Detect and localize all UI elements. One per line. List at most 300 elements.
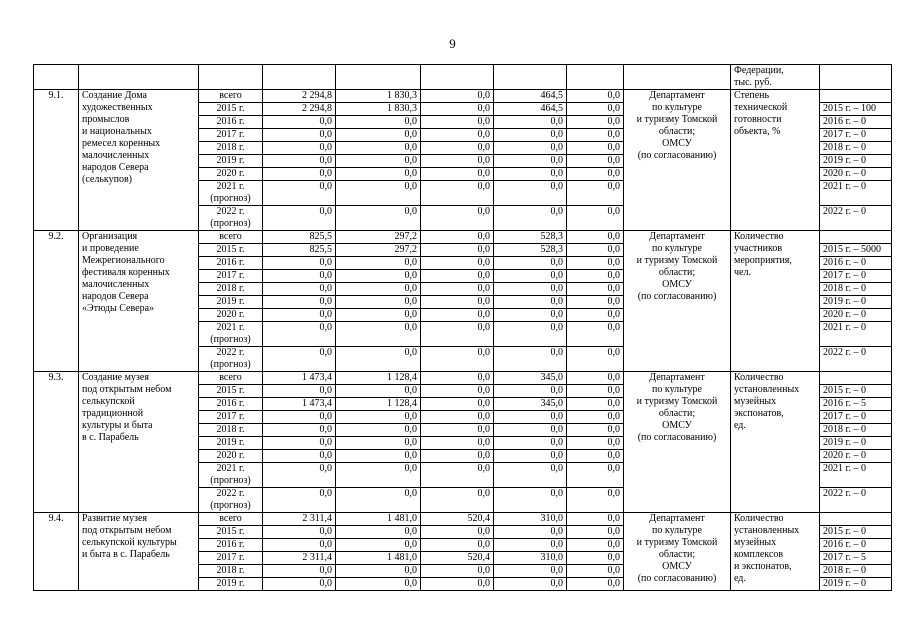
year-label-line: 2021 г. [216, 322, 245, 333]
section-name-line: Создание Дома [82, 90, 147, 101]
extra-budget-cell: 0,0 [567, 347, 624, 372]
target-value: 2016 г. – 0 [820, 539, 892, 552]
local-cell: 464,5 [494, 90, 567, 103]
year-label-line: 2019 г. [216, 437, 245, 448]
department-line: (по согласованию) [637, 291, 717, 302]
federal-cell: 0,0 [336, 309, 421, 322]
year-label [199, 347, 263, 372]
total-cell: 0,0 [263, 385, 336, 398]
federal-cell: 0,0 [336, 270, 421, 283]
federal-cell: 1 128,4 [336, 398, 421, 411]
federal-cell: 0,0 [336, 116, 421, 129]
department-line: по культуре [652, 525, 702, 536]
total-cell: 0,0 [263, 296, 336, 309]
target-value: 2021 г. – 0 [820, 322, 892, 347]
regional-cell: 0,0 [421, 424, 494, 437]
department-line: ОМСУ [662, 279, 692, 290]
total-cell: 0,0 [263, 463, 336, 488]
section-name-line: малочисленных [82, 279, 150, 290]
year-label [199, 463, 263, 488]
year-label-line: 2021 г. [216, 463, 245, 474]
total-cell: 0,0 [263, 270, 336, 283]
local-cell: 0,0 [494, 309, 567, 322]
federal-cell: 1 481,0 [336, 552, 421, 565]
section-total-row [34, 90, 892, 103]
year-label [199, 309, 263, 322]
local-cell: 0,0 [494, 450, 567, 463]
header-cell [34, 65, 79, 90]
regional-cell: 0,0 [421, 206, 494, 231]
federal-cell: 0,0 [336, 450, 421, 463]
indicator-line: установленных [734, 525, 800, 536]
regional-cell: 0,0 [421, 578, 494, 591]
target-value: 2022 г. – 0 [820, 206, 892, 231]
federal-cell: 0,0 [336, 206, 421, 231]
extra-budget-cell: 0,0 [567, 231, 624, 244]
year-label-line: 2018 г. [216, 142, 245, 153]
section-name-line: Создание музея [82, 372, 149, 383]
extra-budget-cell: 0,0 [567, 142, 624, 155]
target-value: 2021 г. – 0 [820, 181, 892, 206]
section-name-line: и проведение [82, 243, 139, 254]
target-value: 2022 г. – 0 [820, 347, 892, 372]
year-label-line: всего [219, 372, 242, 383]
year-label-line: 2019 г. [216, 155, 245, 166]
forecast-note: (прогноз) [210, 475, 251, 486]
year-label-line: 2019 г. [216, 578, 245, 589]
federal-cell: 1 830,3 [336, 90, 421, 103]
total-cell: 0,0 [263, 565, 336, 578]
year-label-line: 2019 г. [216, 296, 245, 307]
indicator-line: установленных [734, 384, 800, 395]
section-name-line: Развитие музея [82, 513, 147, 524]
local-cell: 0,0 [494, 488, 567, 513]
target-value: 2018 г. – 0 [820, 565, 892, 578]
year-label [199, 578, 263, 591]
federal-cell: 0,0 [336, 411, 421, 424]
section-name-line: под открытым небом [82, 525, 172, 536]
extra-budget-cell: 0,0 [567, 270, 624, 283]
total-cell: 0,0 [263, 206, 336, 231]
department-line: Департамент [649, 513, 705, 524]
indicator-line: объекта, % [734, 126, 781, 137]
total-cell: 2 311,4 [263, 513, 336, 526]
department-line: Департамент [649, 90, 705, 101]
local-cell: 464,5 [494, 103, 567, 116]
extra-budget-cell: 0,0 [567, 488, 624, 513]
local-cell: 0,0 [494, 539, 567, 552]
year-label-line: 2017 г. [216, 411, 245, 422]
indicator-line: чел. [734, 267, 751, 278]
indicator-line: музейных [734, 537, 777, 548]
section-number: 9.3. [34, 372, 79, 513]
indicator-line: участников [734, 243, 783, 254]
section-total-row [34, 231, 892, 244]
regional-cell: 520,4 [421, 552, 494, 565]
extra-budget-cell: 0,0 [567, 385, 624, 398]
year-label [199, 539, 263, 552]
extra-budget-cell: 0,0 [567, 513, 624, 526]
year-label [199, 488, 263, 513]
extra-budget-cell: 0,0 [567, 90, 624, 103]
total-cell: 1 473,4 [263, 398, 336, 411]
forecast-note: (прогноз) [210, 334, 251, 345]
target-value: 2015 г. – 0 [820, 385, 892, 398]
federal-cell: 0,0 [336, 168, 421, 181]
target-value [820, 372, 892, 385]
indicator [731, 372, 820, 513]
local-cell: 0,0 [494, 142, 567, 155]
year-label-line: 2021 г. [216, 181, 245, 192]
local-cell: 0,0 [494, 565, 567, 578]
department [624, 513, 731, 591]
federal-cell: 1 481,0 [336, 513, 421, 526]
total-cell: 825,5 [263, 244, 336, 257]
local-cell: 0,0 [494, 168, 567, 181]
total-cell: 0,0 [263, 309, 336, 322]
local-cell: 0,0 [494, 116, 567, 129]
department-line: Департамент [649, 372, 705, 383]
extra-budget-cell: 0,0 [567, 116, 624, 129]
year-label-line: 2016 г. [216, 116, 245, 127]
total-cell: 2 294,8 [263, 90, 336, 103]
regional-cell: 0,0 [421, 244, 494, 257]
total-cell: 0,0 [263, 129, 336, 142]
regional-cell: 0,0 [421, 437, 494, 450]
section-name-line: Организация [82, 231, 138, 242]
year-label-line: 2018 г. [216, 283, 245, 294]
regional-cell: 0,0 [421, 181, 494, 206]
extra-budget-cell: 0,0 [567, 578, 624, 591]
local-cell: 0,0 [494, 463, 567, 488]
department-line: области; [658, 126, 696, 137]
year-label [199, 142, 263, 155]
department [624, 231, 731, 372]
regional-cell: 0,0 [421, 463, 494, 488]
department-line: области; [658, 267, 696, 278]
year-label [199, 103, 263, 116]
regional-cell: 0,0 [421, 257, 494, 270]
local-cell: 0,0 [494, 129, 567, 142]
regional-cell: 0,0 [421, 90, 494, 103]
federal-cell: 0,0 [336, 539, 421, 552]
indicator-line: Степень [734, 90, 770, 101]
federal-cell: 0,0 [336, 463, 421, 488]
header-cell [731, 65, 820, 90]
total-cell: 0,0 [263, 116, 336, 129]
target-value: 2015 г. – 5000 [820, 244, 892, 257]
year-label [199, 116, 263, 129]
indicator-line: тыс. руб. [734, 77, 772, 88]
extra-budget-cell: 0,0 [567, 411, 624, 424]
department-line: и туризму Томской [636, 396, 718, 407]
section-name-line: Межрегионального [82, 255, 165, 266]
local-cell: 0,0 [494, 385, 567, 398]
target-value: 2020 г. – 0 [820, 450, 892, 463]
target-value: 2017 г. – 5 [820, 552, 892, 565]
local-cell: 345,0 [494, 372, 567, 385]
regional-cell: 0,0 [421, 488, 494, 513]
year-label [199, 270, 263, 283]
federal-cell: 0,0 [336, 488, 421, 513]
indicator-line: экспонатов, [734, 408, 784, 419]
extra-budget-cell: 0,0 [567, 168, 624, 181]
year-label-line: 2017 г. [216, 270, 245, 281]
department [624, 90, 731, 231]
target-value: 2015 г. – 0 [820, 526, 892, 539]
regional-cell: 0,0 [421, 450, 494, 463]
extra-budget-cell: 0,0 [567, 181, 624, 206]
department-line: и туризму Томской [636, 255, 718, 266]
section-name-line: народов Севера [82, 162, 149, 173]
target-value: 2017 г. – 0 [820, 411, 892, 424]
target-value: 2018 г. – 0 [820, 424, 892, 437]
extra-budget-cell: 0,0 [567, 372, 624, 385]
year-label-line: 2016 г. [216, 398, 245, 409]
local-cell: 0,0 [494, 270, 567, 283]
indicator-line: ед. [734, 573, 746, 584]
year-label [199, 168, 263, 181]
federal-cell: 0,0 [336, 322, 421, 347]
local-cell: 0,0 [494, 411, 567, 424]
department [624, 372, 731, 513]
header-cell [567, 65, 624, 90]
indicator-line: музейных [734, 396, 777, 407]
target-value: 2020 г. – 0 [820, 168, 892, 181]
year-label [199, 231, 263, 244]
regional-cell: 0,0 [421, 116, 494, 129]
extra-budget-cell: 0,0 [567, 206, 624, 231]
year-label-line: 2017 г. [216, 552, 245, 563]
year-label-line: всего [219, 513, 242, 524]
indicator-line: технической [734, 102, 788, 113]
section-number: 9.2. [34, 231, 79, 372]
section-number: 9.1. [34, 90, 79, 231]
section-name-line: художественных [82, 102, 153, 113]
target-value: 2016 г. – 0 [820, 257, 892, 270]
target-value: 2017 г. – 0 [820, 270, 892, 283]
federal-cell: 0,0 [336, 437, 421, 450]
federal-cell: 0,0 [336, 385, 421, 398]
total-cell: 0,0 [263, 526, 336, 539]
total-cell: 0,0 [263, 322, 336, 347]
local-cell: 0,0 [494, 437, 567, 450]
regional-cell: 0,0 [421, 231, 494, 244]
federal-cell: 0,0 [336, 578, 421, 591]
federal-cell: 0,0 [336, 347, 421, 372]
extra-budget-cell: 0,0 [567, 257, 624, 270]
year-label [199, 437, 263, 450]
regional-cell: 0,0 [421, 526, 494, 539]
extra-budget-cell: 0,0 [567, 129, 624, 142]
section-name-line: малочисленных [82, 150, 150, 161]
year-label [199, 526, 263, 539]
forecast-note: (прогноз) [210, 218, 251, 229]
department-line: и туризму Томской [636, 114, 718, 125]
total-cell: 0,0 [263, 411, 336, 424]
extra-budget-cell: 0,0 [567, 283, 624, 296]
section-name-line: и быта в с. Парабель [82, 549, 170, 560]
regional-cell: 520,4 [421, 513, 494, 526]
section-name-line: традиционной [82, 408, 144, 419]
header-cell [494, 65, 567, 90]
year-label [199, 372, 263, 385]
extra-budget-cell: 0,0 [567, 309, 624, 322]
total-cell: 0,0 [263, 424, 336, 437]
regional-cell: 0,0 [421, 372, 494, 385]
department-line: области; [658, 549, 696, 560]
total-cell: 0,0 [263, 168, 336, 181]
target-value: 2017 г. – 0 [820, 129, 892, 142]
year-label-line: 2015 г. [216, 244, 245, 255]
department-line: ОМСУ [662, 561, 692, 572]
section-name [79, 372, 199, 513]
year-label-line: 2018 г. [216, 424, 245, 435]
department-line: по культуре [652, 243, 702, 254]
extra-budget-cell: 0,0 [567, 322, 624, 347]
year-label [199, 296, 263, 309]
total-cell: 0,0 [263, 181, 336, 206]
year-label-line: 2022 г. [216, 488, 245, 499]
total-cell: 0,0 [263, 437, 336, 450]
local-cell: 0,0 [494, 424, 567, 437]
extra-budget-cell: 0,0 [567, 526, 624, 539]
total-cell: 0,0 [263, 578, 336, 591]
section-name-line: селькупской культуры [82, 537, 177, 548]
department-line: (по согласованию) [637, 150, 717, 161]
target-value [820, 513, 892, 526]
year-label [199, 385, 263, 398]
header-cell [336, 65, 421, 90]
regional-cell: 0,0 [421, 129, 494, 142]
local-cell: 0,0 [494, 181, 567, 206]
year-label-line: 2020 г. [216, 309, 245, 320]
total-cell: 2 294,8 [263, 103, 336, 116]
extra-budget-cell: 0,0 [567, 539, 624, 552]
federal-cell: 0,0 [336, 129, 421, 142]
local-cell: 528,3 [494, 244, 567, 257]
year-label [199, 552, 263, 565]
indicator-line: ед. [734, 420, 746, 431]
year-label [199, 129, 263, 142]
department-line: области; [658, 408, 696, 419]
total-cell: 0,0 [263, 539, 336, 552]
extra-budget-cell: 0,0 [567, 296, 624, 309]
indicator-line: Количество [734, 513, 784, 524]
target-value: 2019 г. – 0 [820, 296, 892, 309]
year-label [199, 398, 263, 411]
indicator [731, 513, 820, 591]
year-label-line: 2020 г. [216, 450, 245, 461]
section-name [79, 90, 199, 231]
extra-budget-cell: 0,0 [567, 552, 624, 565]
indicator [731, 231, 820, 372]
indicator-line: готовности [734, 114, 782, 125]
department-line: ОМСУ [662, 420, 692, 431]
year-label [199, 155, 263, 168]
year-label [199, 411, 263, 424]
regional-cell: 0,0 [421, 103, 494, 116]
header-cell [79, 65, 199, 90]
department-line: (по согласованию) [637, 573, 717, 584]
total-cell: 825,5 [263, 231, 336, 244]
year-label-line: 2016 г. [216, 257, 245, 268]
header-cell [421, 65, 494, 90]
regional-cell: 0,0 [421, 270, 494, 283]
department-line: ОМСУ [662, 138, 692, 149]
section-name-line: и национальных [82, 126, 152, 137]
department-line: Департамент [649, 231, 705, 242]
indicator-line: и экспонатов, [734, 561, 792, 572]
indicator-line: мероприятия, [734, 255, 792, 266]
federal-cell: 0,0 [336, 424, 421, 437]
section-number: 9.4. [34, 513, 79, 591]
regional-cell: 0,0 [421, 283, 494, 296]
target-value: 2019 г. – 0 [820, 437, 892, 450]
target-value: 2018 г. – 0 [820, 142, 892, 155]
total-cell: 0,0 [263, 142, 336, 155]
year-label-line: 2015 г. [216, 526, 245, 537]
regional-cell: 0,0 [421, 411, 494, 424]
regional-cell: 0,0 [421, 142, 494, 155]
year-label-line: 2015 г. [216, 385, 245, 396]
federal-cell: 0,0 [336, 296, 421, 309]
total-cell: 2 311,4 [263, 552, 336, 565]
local-cell: 310,0 [494, 552, 567, 565]
target-value: 2022 г. – 0 [820, 488, 892, 513]
year-label [199, 244, 263, 257]
local-cell: 0,0 [494, 578, 567, 591]
year-label [199, 257, 263, 270]
regional-cell: 0,0 [421, 322, 494, 347]
year-label [199, 513, 263, 526]
regional-cell: 0,0 [421, 385, 494, 398]
section-name-line: фестиваля коренных [82, 267, 170, 278]
year-label-line: 2022 г. [216, 206, 245, 217]
header-cell [624, 65, 731, 90]
department-line: по культуре [652, 384, 702, 395]
forecast-note: (прогноз) [210, 359, 251, 370]
regional-cell: 0,0 [421, 398, 494, 411]
extra-budget-cell: 0,0 [567, 103, 624, 116]
section-name-line: (селькупов) [82, 174, 132, 185]
section-name [79, 513, 199, 591]
federal-cell: 0,0 [336, 181, 421, 206]
section-name [79, 231, 199, 372]
extra-budget-cell: 0,0 [567, 155, 624, 168]
federal-cell: 0,0 [336, 155, 421, 168]
target-value: 2018 г. – 0 [820, 283, 892, 296]
federal-cell: 1 128,4 [336, 372, 421, 385]
total-cell: 0,0 [263, 257, 336, 270]
year-label [199, 90, 263, 103]
section-name-line: промыслов [82, 114, 130, 125]
department-line: по культуре [652, 102, 702, 113]
year-label-line: 2015 г. [216, 103, 245, 114]
local-cell: 0,0 [494, 155, 567, 168]
section-name-line: селькупской [82, 396, 135, 407]
federal-cell: 0,0 [336, 526, 421, 539]
department-line: и туризму Томской [636, 537, 718, 548]
local-cell: 345,0 [494, 398, 567, 411]
year-label-line: всего [219, 231, 242, 242]
target-value: 2019 г. – 0 [820, 578, 892, 591]
target-value: 2016 г. – 5 [820, 398, 892, 411]
extra-budget-cell: 0,0 [567, 565, 624, 578]
year-label-line: 2018 г. [216, 565, 245, 576]
local-cell: 0,0 [494, 347, 567, 372]
indicator-line: Количество [734, 372, 784, 383]
